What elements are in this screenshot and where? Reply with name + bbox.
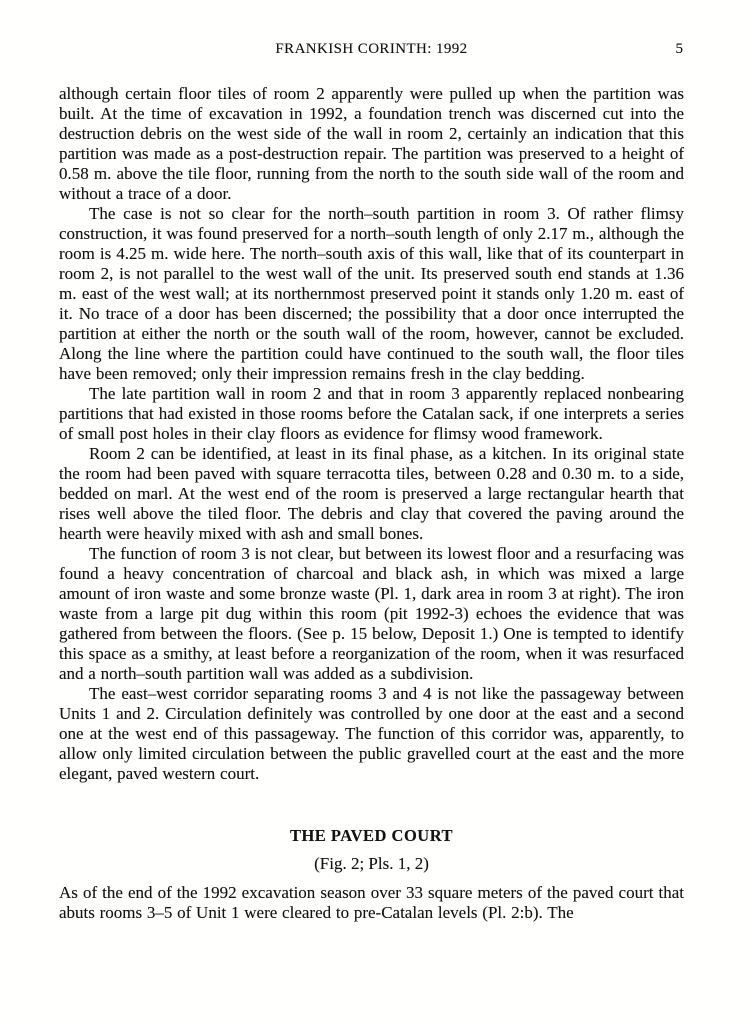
paragraph: As of the end of the 1992 excavation season over 33 square meters of the paved court that abuts rooms 3–5 of Unit 1 were cleared to pre-Catalan levels (Pl. 2:b). The — [59, 883, 684, 922]
paragraph: Room 2 can be identified, at least in its final phase, as a kitchen. In its original state the room had been paved with square terracotta tiles, between 0.28 and 0.30 m. to a side, bedded on marl. At the west end of the room is preserved a large rectangular hearth that rises well above the tiled floor. The debris and clay that covered the paving around the hearth were heavily mixed with ash and small bones. — [59, 444, 684, 543]
section-heading: THE PAVED COURT — [289, 826, 454, 845]
running-header — [59, 41, 684, 57]
section-figure-reference: (Fig. 2; Pls. 1, 2) — [314, 854, 429, 873]
paragraph: The east–west corridor separating rooms 3 and 4 is not like the passageway between Units 1 and 2. Circulation definitely was controlled by one door at the east and a second one at the west end of this passageway. The function of this corridor was, apparently, to allow only limited circulation between the public gravelled court at the east and the more elegant, paved western court. — [59, 684, 684, 783]
running-head-title: FRANKISH CORINTH: 1992 — [275, 41, 468, 57]
page-number: 5 — [675, 41, 683, 57]
article-body — [59, 84, 684, 923]
paragraph-continuation: although certain floor tiles of room 2 apparently were pulled up when the partition was built. At the time of excavation in 1992, a foundation trench was discerned cut into the destruction debris on the west side of the wall in room 2, certainly an indication that this partition was made as a post-destruction repair. The partition was preserved to a height of 0.58 m. above the tile floor, running from the north to the south side wall of the room and without a trace of a door. — [59, 84, 684, 203]
paragraph: The case is not so clear for the north–south partition in room 3. Of rather flimsy construction, it was found preserved for a north–south length of only 2.17 m., although the room is 4.25 m. wide here. The north–south axis of this wall, like that of its counterpart in room 2, is not parallel to the west wall of the unit. Its preserved south end stands at 1.36 m. east of the west wall; at its northernmost preserved point it stands only 1.20 m. east of it. No trace of a door has been discerned; the possibility that a door once interrupted the partition at either the north or the south wall of the room, however, cannot be excluded. Along the line where the partition could have continued to the south wall, the floor tiles have been removed; only their impression remains fresh in the clay bedding. — [59, 204, 684, 383]
paragraph: The function of room 3 is not clear, but between its lowest floor and a resurfacing was found a heavy concentration of charcoal and black ash, in which was mixed a large amount of iron waste and some bronze waste (Pl. 1, dark area in room 3 at right). The iron waste from a large pit dug within this room (pit 1992-3) echoes the evidence that was gathered from between the floors. (See p. 15 below, Deposit 1.) One is tempted to identify this space as a smithy, at least before a reorganization of the room, when it was resurfaced and a north–south partition wall was added as a subdivision. — [59, 544, 684, 683]
paragraph: The late partition wall in room 2 and that in room 3 apparently replaced nonbearing partitions that had existed in those rooms before the Catalan sack, if one interprets a series of small post holes in their clay floors as evidence for flimsy wood framework. — [59, 384, 684, 443]
